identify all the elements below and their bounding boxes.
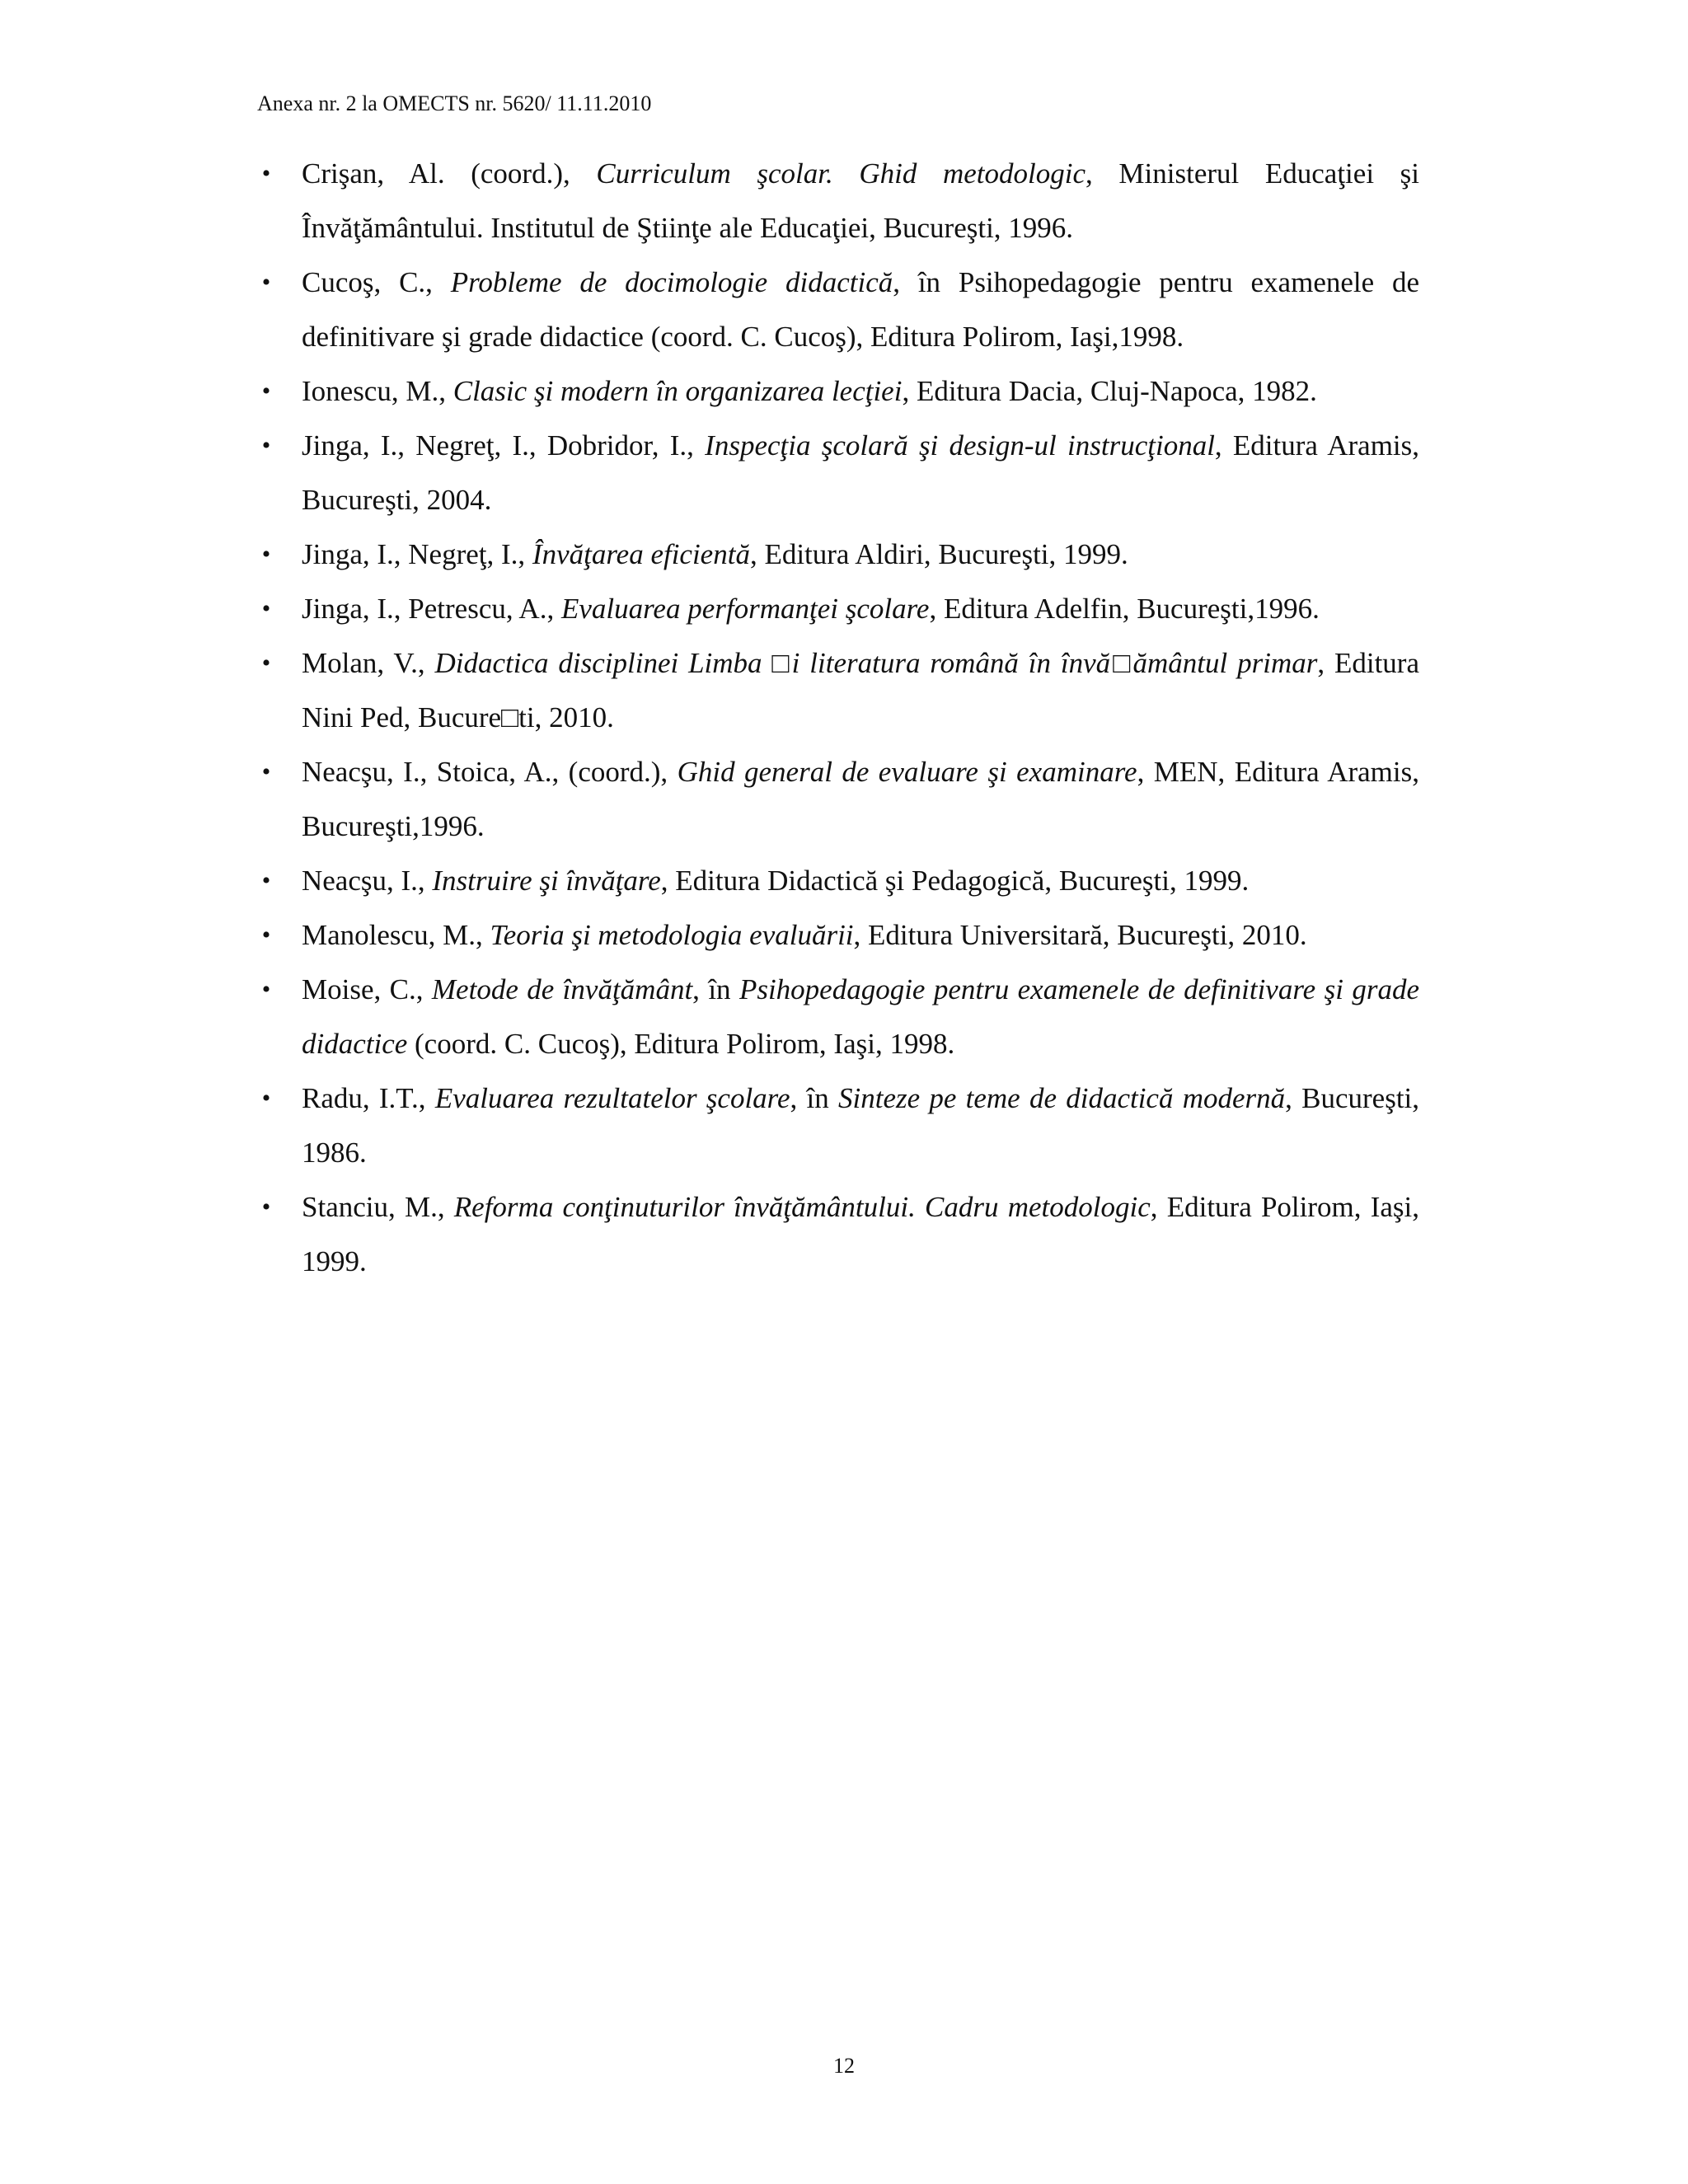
bullet-icon: •	[261, 595, 271, 622]
reference-details: , Ministerul Educaţiei şi Învăţământului. Institutul de Ştiinţe ale Educaţiei, Bucureşti, 1996.	[302, 157, 1420, 244]
reference-authors: Neacşu, I.,	[302, 865, 425, 897]
reference-details: , în Psihopedagogie pentru examenele de definitivare şi grade didactice (coord. C. Cucoş), Editura Polirom, Iaşi,1998.	[302, 266, 1419, 353]
reference-title: Evaluarea performanţei şcolare	[560, 593, 930, 625]
reference-title: Învăţarea eficientă	[532, 538, 750, 570]
page-number: 12	[833, 2054, 855, 2078]
reference-item	[254, 854, 1419, 908]
reference-details: , MEN, Editura Aramis, Bucureşti,1996.	[302, 756, 1419, 842]
document-header: Anexa nr. 2 la OMECTS nr. 5620/ 11.11.2010	[257, 91, 652, 115]
reference-details: , Editura Dacia, Cluj-Napoca, 1982.	[902, 375, 1317, 407]
reference-item	[254, 364, 1419, 419]
reference-authors: Moise, C.,	[302, 973, 424, 1005]
reference-details: , Editura Nini Ped, Bucure□ti, 2010.	[302, 647, 1419, 733]
reference-details: , Editura Polirom, Iaşi, 1999.	[302, 1191, 1419, 1277]
reference-authors: Crişan, Al. (coord.),	[302, 157, 570, 190]
bullet-icon: •	[261, 160, 271, 187]
reference-connector: , în	[692, 973, 739, 1005]
reference-title: Teoria şi metodologia evaluării	[490, 919, 854, 951]
bullet-icon: •	[261, 976, 271, 1003]
reference-title: Didactica disciplinei Limba □i literatura română în învă□ământul primar	[434, 647, 1318, 679]
reference-item	[254, 1071, 1419, 1180]
reference-details: , Editura Aramis, Bucureşti, 2004.	[302, 429, 1420, 516]
bullet-icon: •	[261, 921, 271, 949]
reference-item	[254, 527, 1419, 582]
reference-source-title: Sinteze pe teme de didactică modernă	[838, 1082, 1286, 1114]
bullet-icon: •	[261, 377, 271, 405]
reference-title: Evaluarea rezultatelor şcolare	[434, 1082, 790, 1114]
reference-item	[254, 745, 1419, 854]
bullet-icon: •	[261, 758, 271, 785]
reference-authors: Radu, I.T.,	[302, 1082, 426, 1114]
bullet-icon: •	[261, 867, 271, 894]
reference-details: , Bucureşti, 1986.	[302, 1082, 1420, 1169]
reference-item	[254, 255, 1419, 364]
reference-details: , Editura Universitară, Bucureşti, 2010.	[853, 919, 1307, 951]
reference-item	[254, 582, 1419, 636]
reference-details: , Editura Adelfin, Bucureşti,1996.	[929, 593, 1320, 625]
bullet-icon: •	[261, 269, 271, 296]
reference-details: , Editura Didactică şi Pedagogică, Bucureşti, 1999.	[660, 865, 1250, 897]
reference-title: Ghid general de evaluare şi examinare	[677, 756, 1137, 788]
reference-authors: Cucoş, C.,	[302, 266, 433, 298]
bullet-icon: •	[261, 432, 271, 459]
reference-title: Reforma conţinuturilor învăţământului. Cadru metodologic	[453, 1191, 1151, 1223]
reference-authors: Jinga, I., Negreţ, I.,	[302, 538, 526, 570]
reference-title: Metode de învăţământ	[431, 973, 693, 1005]
reference-authors: Manolescu, M.,	[302, 919, 483, 951]
reference-item	[254, 419, 1419, 527]
reference-title: Curriculum şcolar. Ghid metodologic	[596, 157, 1086, 190]
reference-title: Probleme de docimologie didactică	[450, 266, 893, 298]
reference-authors: Stanciu, M.,	[302, 1191, 445, 1223]
reference-connector: , în	[790, 1082, 838, 1114]
bullet-icon: •	[261, 541, 271, 568]
bullet-icon: •	[261, 1085, 271, 1112]
reference-authors: Ionescu, M.,	[302, 375, 446, 407]
reference-authors: Jinga, I., Negreţ, I., Dobridor, I.,	[302, 429, 694, 462]
bibliography-list	[254, 147, 1419, 1289]
reference-authors: Molan, V.,	[302, 647, 425, 679]
reference-authors: Neacşu, I., Stoica, A., (coord.),	[302, 756, 668, 788]
reference-title: Clasic şi modern în organizarea lecţiei	[452, 375, 903, 407]
reference-title: Instruire şi învăţare	[432, 865, 661, 897]
reference-item	[254, 908, 1419, 963]
reference-details: , Editura Aldiri, Bucureşti, 1999.	[749, 538, 1128, 570]
bullet-icon: •	[261, 1193, 271, 1221]
reference-title: Inspecţia şcolară şi design-ul instrucţional	[705, 429, 1215, 462]
reference-item	[254, 636, 1419, 745]
reference-item	[254, 147, 1419, 255]
reference-details: (coord. C. Cucoş), Editura Polirom, Iaşi, 1998.	[407, 1028, 955, 1060]
reference-item	[254, 963, 1419, 1071]
reference-item	[254, 1180, 1419, 1289]
bullet-icon: •	[261, 649, 271, 677]
reference-source-title: Psihopedagogie pentru examenele de definitivare şi grade didactice	[302, 973, 1419, 1060]
reference-authors: Jinga, I., Petrescu, A.,	[302, 593, 555, 625]
